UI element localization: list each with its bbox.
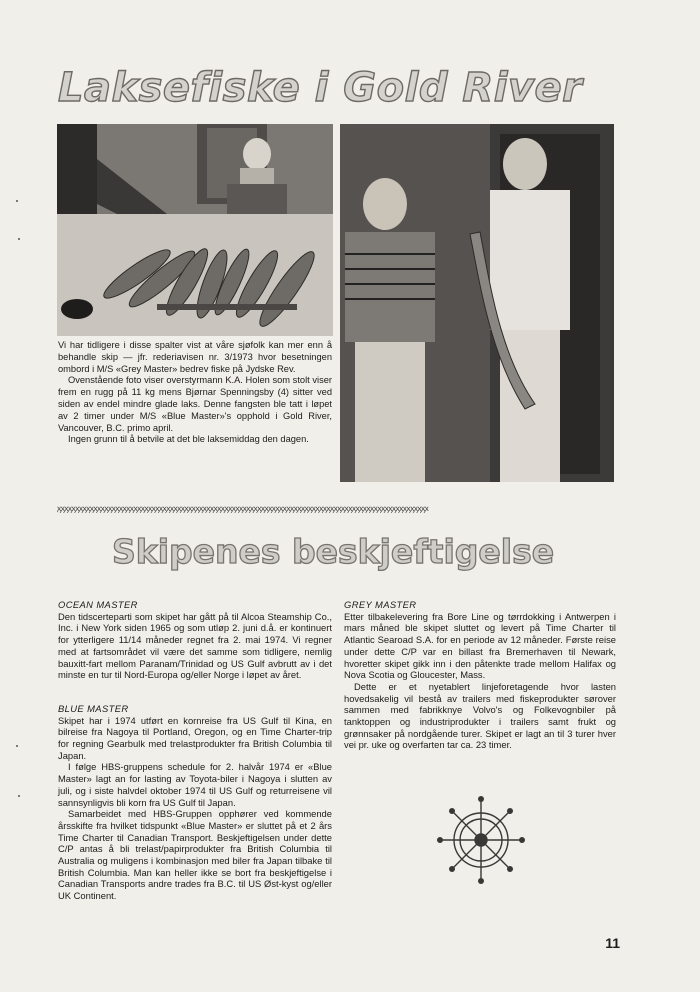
column-right xyxy=(344,599,616,751)
caption-paragraph: Ingen grunn til å betvile at det ble laksemiddag den dagen. xyxy=(68,434,309,445)
column-left xyxy=(58,599,332,902)
paragraph: Samarbeidet med HBS-Gruppen opphører ved kommende årsskifte fra hvilket tidspunkt «Blue Master» er sluttet på et 2 års Time Charter til Canadian Transport. Beskjeftigelsen under dette C/P antas å bli trelast/papirprodukter fra British Columbia til Australia og muligens i kombinasjon med biler fra Japan tilbake til British Columbia. Man kan heller ikke se bort fra beskjeftigelse i Canadian Transports andre trades fra B.C. til US Øst-kyst og/eller UK Continent. xyxy=(58,808,332,902)
section-heading-blue-master: BLUE MASTER xyxy=(58,702,129,714)
margin-mark xyxy=(16,745,18,747)
section-heading-grey-master: GREY MASTER xyxy=(344,599,417,610)
margin-mark xyxy=(18,238,20,240)
section-divider: ꭗꭗꭗꭗꭗꭗꭗꭗꭗꭗꭗꭗꭗꭗꭗꭗꭗꭗꭗꭗꭗꭗꭗꭗꭗꭗꭗꭗꭗꭗꭗꭗꭗꭗꭗꭗꭗꭗꭗꭗꭗꭗꭗꭗꭗꭗꭗꭗꭗꭗꭗꭗꭗꭗꭗꭗꭗꭗꭗꭗꭗꭗꭗꭗꭗꭗꭗꭗꭗꭗꭗꭗꭗꭗꭗꭗꭗꭗꭗꭗꭗꭗꭗꭗꭗꭗꭗꭗꭗꭗꭗꭗꭗꭗꭗꭗꭗꭗꭗꭗꭗꭗ xyxy=(57,505,429,513)
article-title-laksefiske: Laksefiske i Gold River xyxy=(58,65,583,111)
article-title-skipenes: Skipenes beskjeftigelse xyxy=(112,532,555,571)
paragraph: Skipet har i 1974 utført en kornreise fra US Gulf til Kina, en bilreise fra Nagoya til Portland, Oregon, og en Time Charter-trip for regning Gearbulk med trelastprodukter fra British Columbia til Japan. xyxy=(58,714,332,761)
photo-officers-with-salmon xyxy=(340,124,614,482)
caption-paragraph: Ovenstående foto viser overstyrmann K.A. Holen som stolt viser frem en rugg på 11 kg mens Bjørnar Spenningsby (4) sitter ved siden av endel mindre glade laks. Denne fangsten ble tatt i løpet av 2 timer under M/S «Blue Master»'s opphold i Gold River, Vancouver, B.C. primo april. xyxy=(58,375,332,433)
page-number: 11 xyxy=(605,935,620,951)
ship-wheel-icon xyxy=(436,795,526,885)
paragraph: Etter tilbakelevering fra Bore Line og tørrdokking i Antwerpen i mars måned ble skipet sluttet og levert på Time Charter til Atlantic Searoad S.A. for en periode av 12 måneder. Første reise under dette C/P var en billast fra Bremerhaven til Newark, hvoretter skipet gikk inn i den påtenkte trade mellom Halifax og Nova Scotia og Gloucester, Mass. xyxy=(344,610,616,681)
paragraph: Den tidscerteparti som skipet har gått på til Alcoa Steamship Co., Inc. i New York siden 1965 og som utløp 2. juni d.å. er kontinuert for ytterligere 11/14 måneder regnet fra 2. mai 1974. Vi regner med at fartsområdet vil være det samme som tidligere, nemlig bauxitt-fart mellom Paranam/Trinidad og US Gulf avbrutt av i det minste en tur til Nord-Europa og/eller Norge i løpet av året. xyxy=(58,610,332,681)
margin-mark xyxy=(16,200,18,202)
paragraph: Dette er et nyetablert linjeforetagende hvor lasten hovedsakelig vil bestå av trailers med fiskeprodukter sørover sammen med fabrikknye Volvo's og Folkevognbiler på tanktoppen og industriprodukter i trailers samt frukt og grønnsaker på nordgående turer. Skipet er lagt an til 3 turer hver vei pr. uke og overfarten tar ca. 23 timer. xyxy=(344,680,616,751)
photo-caption xyxy=(58,340,332,446)
margin-mark xyxy=(18,795,20,797)
caption-paragraph: Vi har tidligere i disse spalter vist at våre sjøfolk kan mer enn å behandle skip — jfr. rederiavisen nr. 3/1973 hvor besetningen ombord i M/S «Grey Master» bedrev fiske på Jydske Rev. xyxy=(58,340,332,374)
paragraph: I følge HBS-gruppens schedule for 2. halvår 1974 er «Blue Master» lagt an for lasting av Toyota-biler i Nagoya i slutten av juli, og i siste halvdel oktober 1974 til US Gulf og returreisene vil sannsynligvis bli korn fra US Gulf til Japan. xyxy=(58,761,332,808)
section-heading-ocean-master: OCEAN MASTER xyxy=(58,599,138,610)
photo-salmon-catch xyxy=(57,124,333,336)
